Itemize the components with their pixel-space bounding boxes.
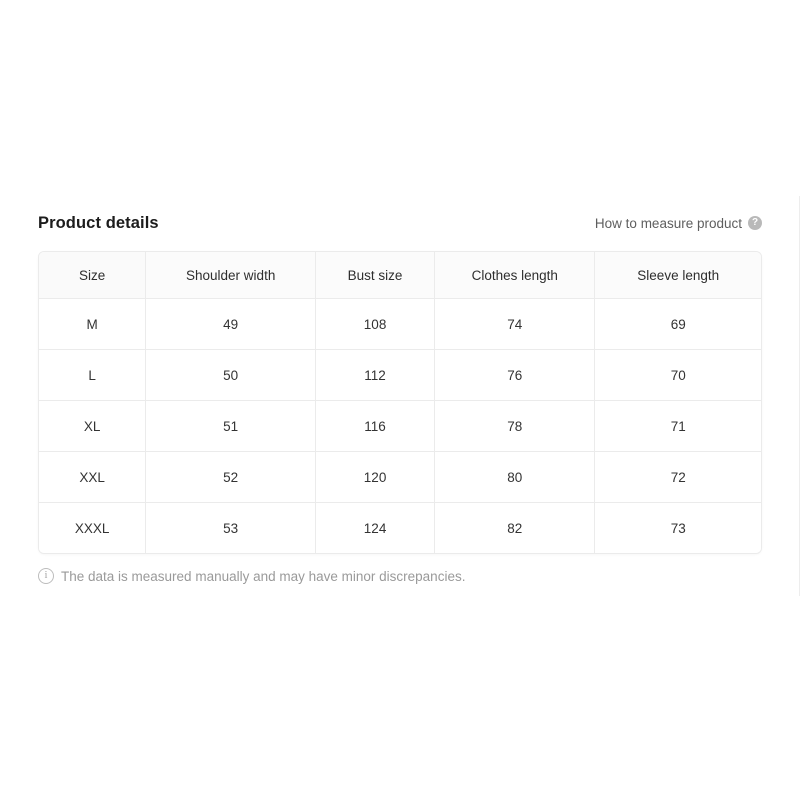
column-header-size: Size (39, 252, 146, 299)
cell-sleeve: 73 (595, 503, 761, 554)
table-row (39, 503, 761, 554)
cell-sleeve: 69 (595, 299, 761, 350)
cell-shoulder: 53 (146, 503, 316, 554)
column-header-clothes-length: Clothes length (435, 252, 595, 299)
cell-shoulder: 50 (146, 350, 316, 401)
table-row (39, 401, 761, 452)
cell-bust: 112 (316, 350, 435, 401)
cell-clothes: 74 (435, 299, 595, 350)
column-header-bust-size: Bust size (316, 252, 435, 299)
cell-shoulder: 51 (146, 401, 316, 452)
cell-clothes: 78 (435, 401, 595, 452)
cell-sleeve: 71 (595, 401, 761, 452)
cell-clothes: 82 (435, 503, 595, 554)
measurement-disclaimer-text: The data is measured manually and may have minor discrepancies. (61, 568, 466, 584)
product-details-header (38, 208, 762, 238)
cell-sleeve: 72 (595, 452, 761, 503)
cell-clothes: 76 (435, 350, 595, 401)
product-details-section (38, 208, 762, 584)
cell-sleeve: 70 (595, 350, 761, 401)
size-chart-table (39, 252, 761, 553)
question-mark-circle-icon[interactable]: ? (748, 216, 762, 230)
cell-clothes: 80 (435, 452, 595, 503)
cell-bust: 116 (316, 401, 435, 452)
column-header-sleeve-length: Sleeve length (595, 252, 761, 299)
table-row (39, 350, 761, 401)
column-header-shoulder-width: Shoulder width (146, 252, 316, 299)
cell-shoulder: 49 (146, 299, 316, 350)
cell-size: XXXL (39, 503, 146, 554)
cell-bust: 120 (316, 452, 435, 503)
how-to-measure-label: How to measure product (594, 215, 742, 231)
info-circle-icon: i (38, 568, 54, 584)
cell-size: XXL (39, 452, 146, 503)
table-row (39, 299, 761, 350)
cell-size: M (39, 299, 146, 350)
table-header-row (39, 252, 761, 299)
cell-shoulder: 52 (146, 452, 316, 503)
table-row (39, 452, 761, 503)
cell-size: L (39, 350, 146, 401)
size-chart-table-container (38, 251, 762, 554)
cell-bust: 124 (316, 503, 435, 554)
page-title: Product details (38, 213, 159, 232)
cell-bust: 108 (316, 299, 435, 350)
measurement-disclaimer (38, 568, 762, 584)
cell-size: XL (39, 401, 146, 452)
how-to-measure-link[interactable] (595, 216, 762, 231)
